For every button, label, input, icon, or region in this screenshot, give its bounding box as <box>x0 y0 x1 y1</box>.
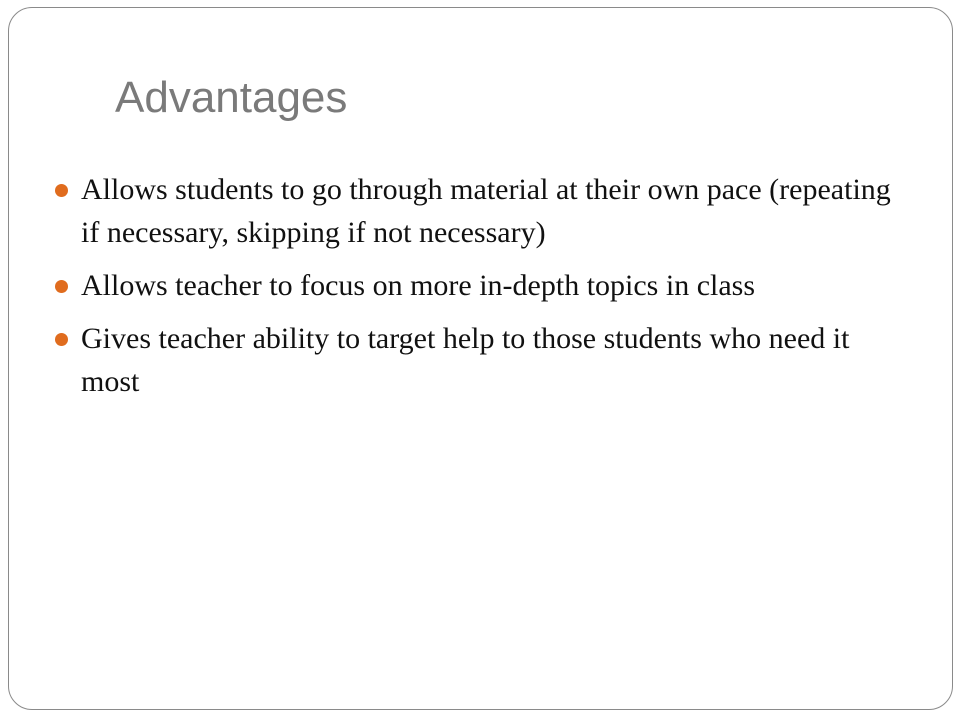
bullet-dot-icon <box>55 333 68 346</box>
bullet-item <box>53 168 913 254</box>
bullet-text: Gives teacher ability to target help to those students who need it most <box>81 322 850 398</box>
bullet-text: Allows teacher to focus on more in-depth topics in class <box>81 269 756 302</box>
bullet-item <box>53 317 913 403</box>
bullet-dot-icon <box>55 184 68 197</box>
slide-title: Advantages <box>115 73 348 122</box>
bullet-text: Allows students to go through material at their own pace (repeating if necessary, skipping if not necessary) <box>81 173 891 249</box>
bullet-list <box>53 168 913 413</box>
bullet-dot-icon <box>55 280 68 293</box>
slide-frame <box>8 7 953 710</box>
bullet-item <box>53 264 913 307</box>
